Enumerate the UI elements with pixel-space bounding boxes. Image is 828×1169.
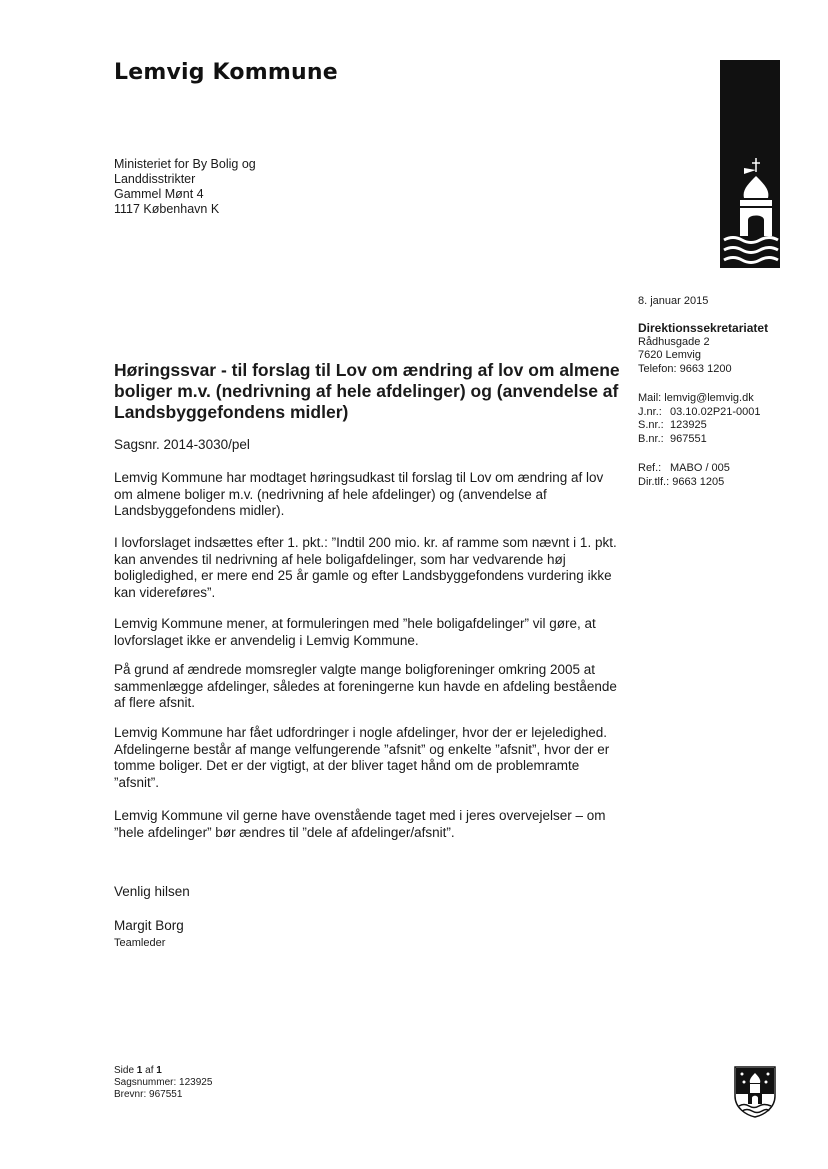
recipient-line: Landdisstrikter [114, 172, 196, 186]
ref-key: Ref.: [638, 462, 662, 474]
letter-title: Høringssvar - til forslag til Lov om ændring af lov om almene boliger m.v. (nedrivning af hele afdelinger) og (anvendelse af Landsbyggefondens midler) [114, 360, 620, 422]
sender-phone: Telefon: 9663 1200 [638, 362, 732, 375]
footer-letter-number: Brevnr: 967551 [114, 1089, 183, 1100]
recipient-line: Ministeriet for By Bolig og [114, 157, 256, 171]
body-paragraph: På grund af ændrede momsregler valgte mange boligforeninger omkring 2005 at sammenlægge afdelinger, således at foreningerne kun havde en afdeling bestående af flere afsnit. [114, 662, 617, 710]
church-tower-icon [720, 60, 780, 268]
ref-row [638, 419, 761, 433]
letter-date: 8. januar 2015 [638, 295, 709, 307]
org-logo-text: Lemvig Kommune [114, 60, 338, 85]
ref-value: 123925 [670, 419, 707, 431]
closing-greeting: Venlig hilsen [114, 884, 190, 899]
body-paragraph: Lemvig Kommune har modtaget høringsudkast til forslag til Lov om ændring af lov om almene boliger m.v. (nedrivning af hele afdelinger) og (anvendelse af Landsbyggefondens midler). [114, 470, 604, 518]
ref-row [638, 406, 761, 420]
contact-block [638, 462, 730, 489]
page-total: 1 [156, 1065, 162, 1076]
ref-value: 03.10.02P21-0001 [670, 405, 761, 418]
footer-case-number: Sagsnummer: 123925 [114, 1077, 213, 1088]
body-paragraph: I lovforslaget indsættes efter 1. pkt.: ”Indtil 200 mio. kr. af ramme som nævnt i 1. pkt. kan anvendes til nedrivning af hele boligafdelinger, som har vedvarende høj boligledighed, er mere end 25 år gamle og efter Landsbyggefondens vurdering ikke kan videreføres”. [114, 535, 617, 600]
page-indicator [114, 1065, 212, 1077]
direct-phone: Dir.tlf.: 9663 1205 [638, 475, 725, 488]
recipient-line: Gammel Mønt 4 [114, 187, 204, 201]
page-footer [114, 1065, 212, 1101]
body-paragraph: Lemvig Kommune mener, at formuleringen med ”hele boligafdelinger” vil gøre, at lovforslaget ikke er anvendelig i Lemvig Kommune. [114, 616, 596, 648]
reference-block [638, 392, 761, 446]
sender-street: Rådhusgade 2 [638, 335, 710, 348]
sender-mail[interactable]: Mail: lemvig@lemvig.dk [638, 392, 754, 404]
sender-block [638, 322, 768, 376]
department-name: Direktionssekretariatet [638, 321, 769, 335]
body-paragraph: Lemvig Kommune vil gerne have ovenstående taget med i jeres overvejelser – om ”hele afdelinger” bør ændres til ”dele af afdelinger/afsnit”. [114, 808, 606, 840]
ref-key: B.nr.: [638, 432, 664, 445]
recipient-line: 1117 København K [114, 202, 220, 216]
ref-row [638, 462, 730, 476]
coat-of-arms-icon [734, 1066, 776, 1118]
ref-value: 967551 [670, 432, 707, 445]
ref-row [638, 433, 761, 447]
signer-title: Teamleder [114, 937, 166, 949]
page-current: 1 [136, 1065, 143, 1076]
sender-city: 7620 Lemvig [638, 349, 701, 361]
ref-key: S.nr.: [638, 419, 664, 431]
ref-value: MABO / 005 [670, 462, 730, 474]
ref-key: J.nr.: [638, 405, 662, 418]
page-label: Side [114, 1065, 135, 1076]
body-paragraph: Lemvig Kommune har fået udfordringer i nogle afdelinger, hvor der er lejeledighed. Afdelingerne består af mange velfungerende ”afsnit” og enkelte ”afsnit”, hvor der er tomme boliger. Det er der vigtigt, at der bliver taget hånd om de problemramte ”afsnit”. [114, 725, 610, 790]
signer-name: Margit Borg [114, 918, 184, 933]
case-number: Sagsnr. 2014-3030/pel [114, 437, 250, 452]
page-of: af [145, 1065, 154, 1076]
recipient-address [114, 157, 256, 217]
